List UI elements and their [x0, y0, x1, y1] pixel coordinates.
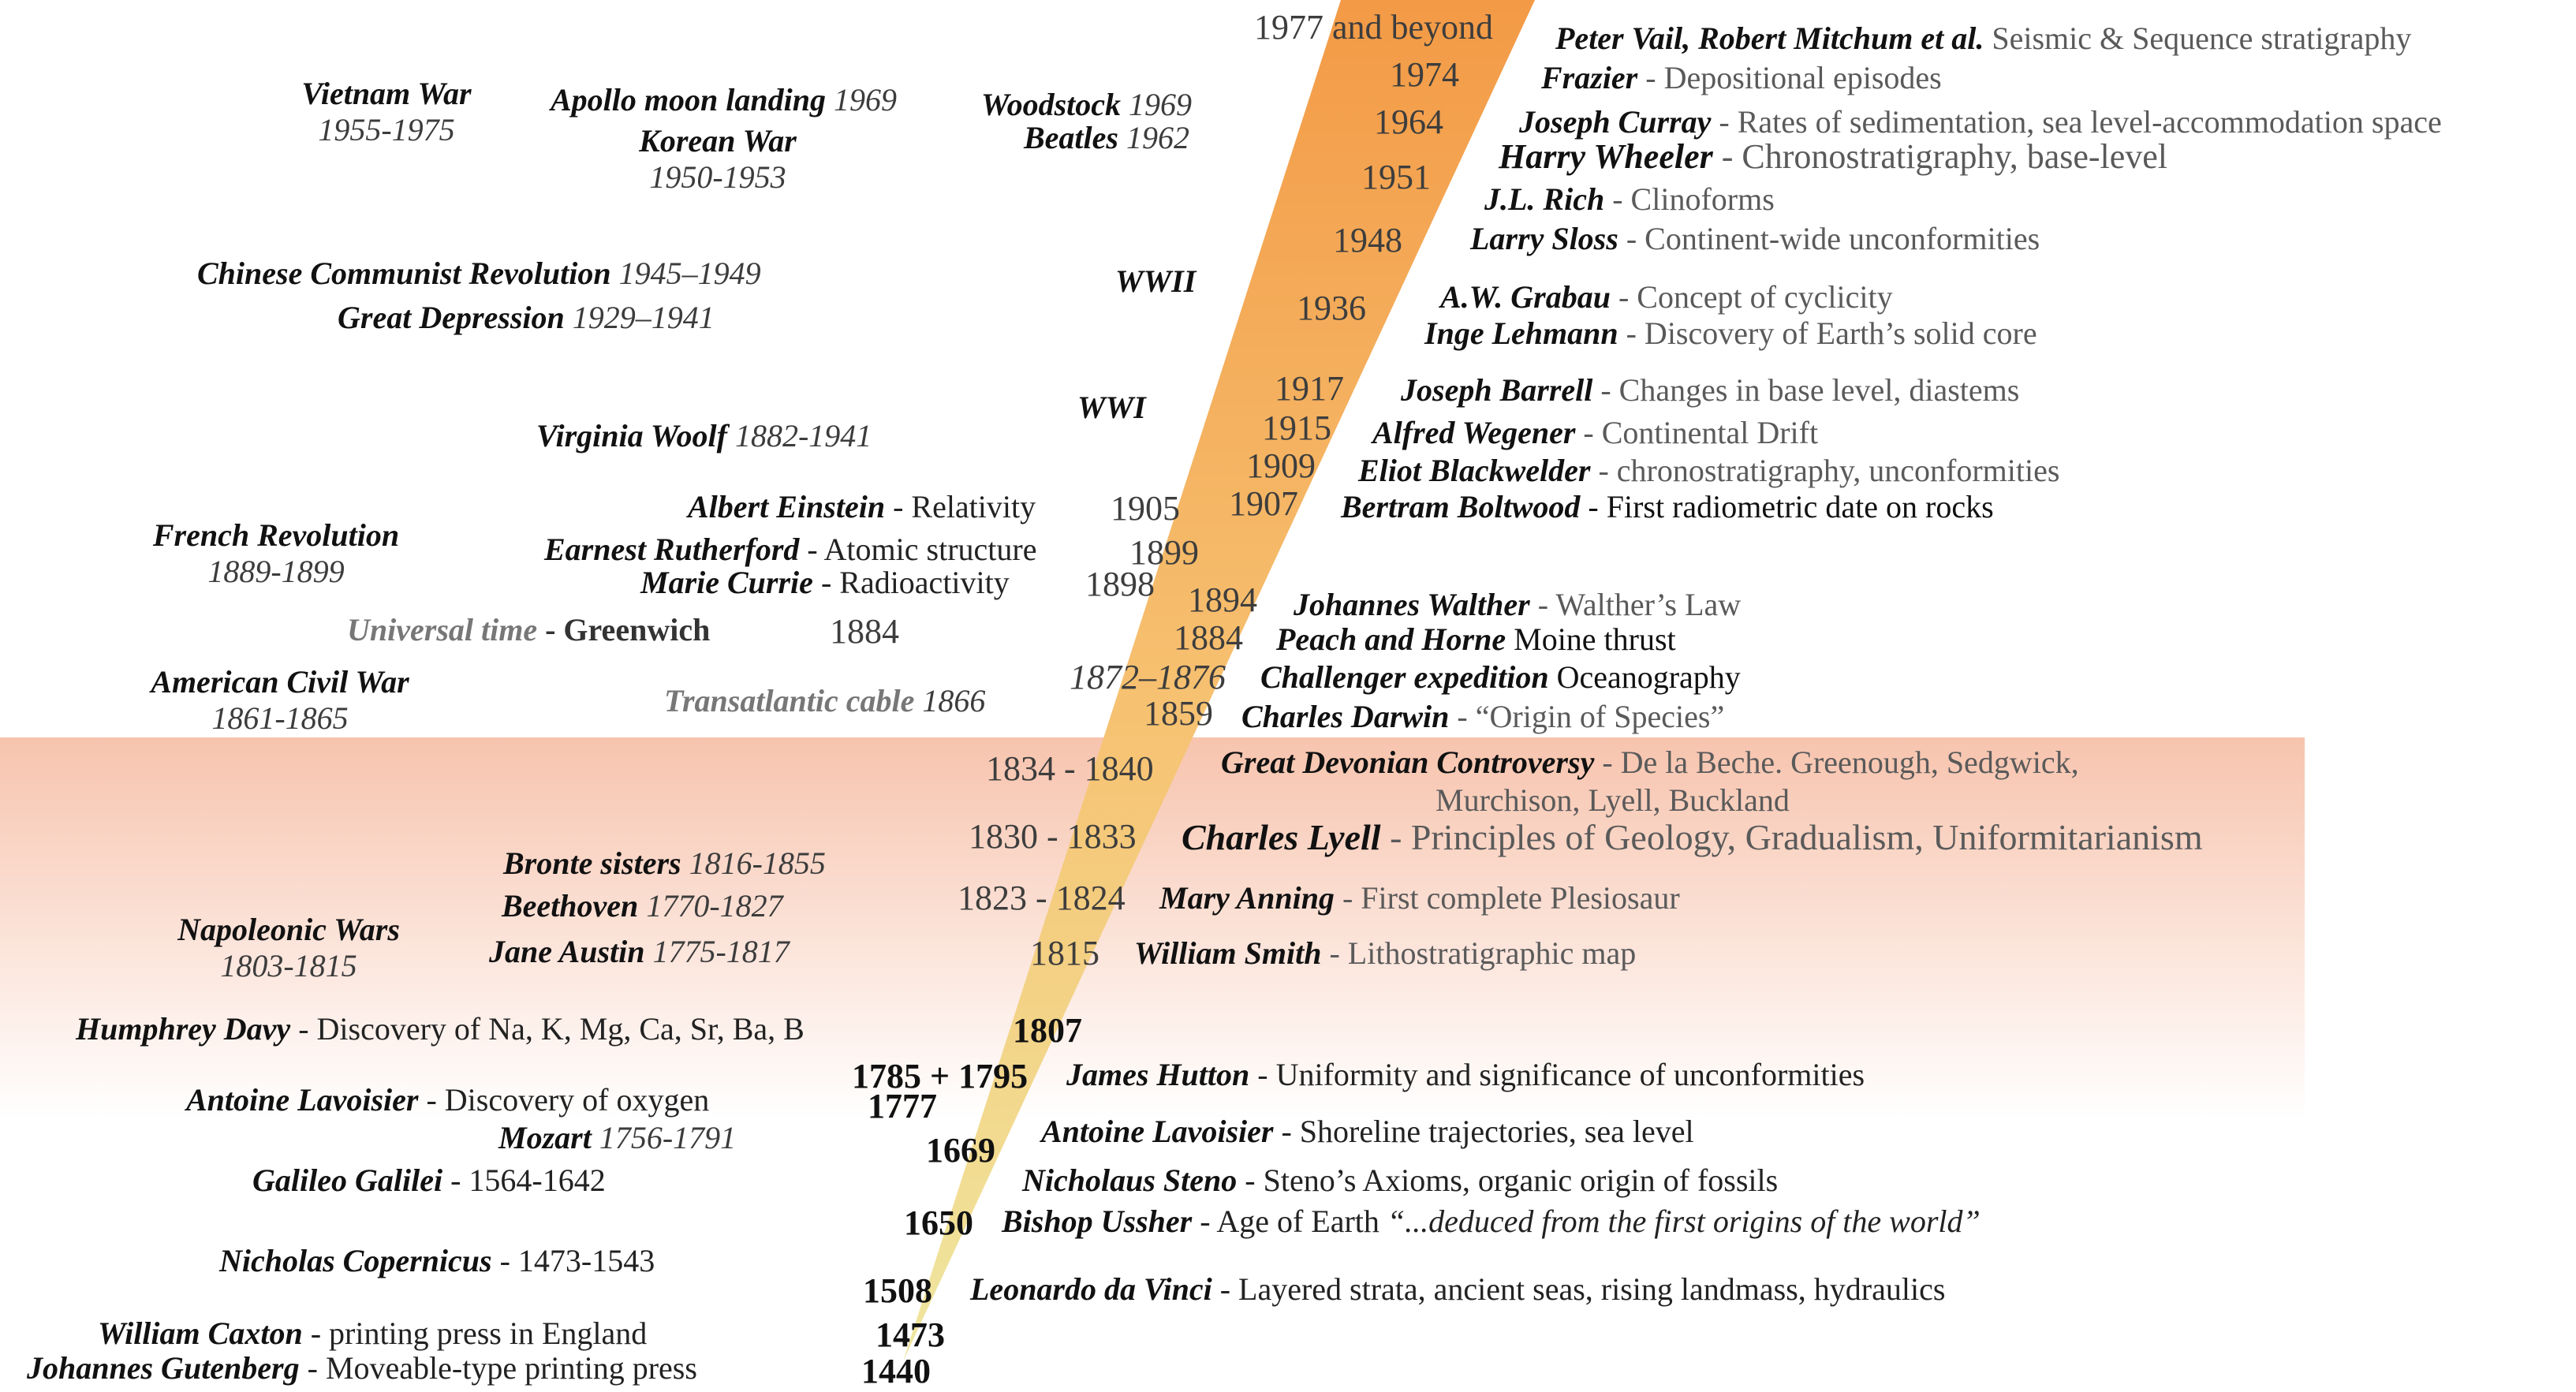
year-label: 1872–1876	[1070, 658, 1226, 696]
history-event-wwi: WWI	[1077, 390, 1146, 425]
year-label: 1508	[863, 1271, 932, 1310]
contributor-name: A.W. Grabau	[1440, 279, 1611, 315]
geology-entry	[1002, 1204, 1981, 1240]
contributor-name: Mary Anning	[1159, 880, 1335, 916]
contribution-text: - Discovery of Earth’s solid core	[1618, 315, 2037, 351]
year-label: 1834 - 1840	[986, 749, 1154, 788]
event-name: Beethoven	[502, 888, 639, 924]
contribution-text: - chronostratigraphy, unconformities	[1590, 453, 2060, 488]
event-name: Napoleonic Wars	[177, 912, 400, 947]
event-years: 1955-1975	[318, 112, 455, 147]
history-event-apollo	[551, 82, 897, 118]
geology-entry	[1134, 935, 1636, 972]
contributor-name: Larry Sloss	[1470, 221, 1618, 256]
event-year: 1866	[914, 683, 986, 718]
year-label: 1951	[1361, 158, 1431, 196]
contributor-name: Peter Vail, Robert Mitchum et al.	[1555, 21, 1984, 56]
event-name: Korean War	[639, 123, 797, 159]
year-label: 1948	[1333, 221, 1402, 259]
event-name: Mozart	[498, 1120, 592, 1155]
contributor-name: Antoine Lavoisier	[1041, 1114, 1274, 1149]
geology-entry	[1260, 659, 1741, 696]
geology-entry	[1276, 621, 1676, 658]
contributor-name: Eliot Blackwelder	[1358, 453, 1591, 488]
event-name: Beatles	[1024, 120, 1118, 155]
contribution-text: - Chronostratigraphy, base-level	[1712, 137, 2168, 176]
history-event-universal-time	[347, 612, 710, 648]
event-years: 1861-1865	[211, 700, 349, 736]
contribution-text: - Continental Drift	[1575, 415, 1819, 450]
geology-entry	[1401, 372, 2019, 409]
contribution-text: - Steno’s Axioms, organic origin of fossils	[1237, 1162, 1779, 1198]
history-event-vietnam	[284, 76, 489, 148]
contributor-name: Charles Darwin	[1241, 699, 1450, 734]
event-desc: - Discovery of Na, K, Mg, Ca, Sr, Ba, B	[290, 1011, 805, 1047]
event-name: Bronte sisters	[503, 845, 681, 881]
geology-entry	[1372, 415, 1818, 451]
event-name: Humphrey Davy	[76, 1011, 291, 1047]
event-desc: - printing press in England	[302, 1315, 648, 1351]
event-year: 1882-1941	[726, 418, 872, 453]
event-desc: - Discovery of oxygen	[418, 1082, 710, 1118]
history-event-napoleonic-wars	[147, 912, 431, 984]
year-label: 1899	[1129, 533, 1199, 572]
contribution-text: - Depositional episodes	[1637, 60, 1942, 95]
geology-entry	[1541, 60, 1942, 96]
geology-entry	[970, 1271, 1945, 1308]
history-event-austin	[489, 934, 790, 970]
geology-entry	[1470, 221, 2040, 257]
geology-entry	[1159, 880, 1680, 916]
history-event-galileo	[252, 1162, 606, 1199]
history-event-lavoisier	[186, 1082, 709, 1118]
contributor-name: J.L. Rich	[1484, 181, 1605, 217]
geology-entry	[1555, 21, 2411, 57]
event-years: 1889-1899	[207, 554, 345, 589]
year-label: 1905	[1111, 489, 1180, 528]
contributor-name: Great Devonian Controversy	[1221, 745, 1595, 780]
contribution-text: Seismic & Sequence stratigraphy	[1984, 21, 2412, 56]
event-name: William Caxton	[98, 1315, 303, 1351]
history-event-depression	[338, 300, 715, 336]
event-year: 1945–1949	[610, 256, 761, 291]
geology-entry	[1066, 1057, 1865, 1093]
event-name: Nicholas Copernicus	[219, 1243, 492, 1278]
year-label: 1909	[1246, 446, 1316, 485]
event-year: 1756-1791	[591, 1120, 737, 1155]
contributor-name: Johannes Walther	[1294, 587, 1530, 622]
history-event-mozart	[498, 1120, 736, 1156]
history-event-woolf	[536, 418, 872, 454]
history-event-davy	[76, 1011, 805, 1047]
contribution-text: - Changes in base level, diastems	[1592, 372, 2020, 408]
history-event-wwii: WWII	[1115, 263, 1197, 299]
geology-entry	[1241, 699, 1724, 735]
contributor-name: Joseph Curray	[1519, 104, 1712, 140]
contributor-name: Bertram Boltwood	[1341, 489, 1581, 524]
history-event-beatles	[1024, 120, 1189, 156]
contributor-name: Alfred Wegener	[1372, 415, 1576, 450]
geology-entry	[1041, 1114, 1694, 1150]
contribution-text: - Lithostratigraphic map	[1321, 935, 1637, 971]
event-year: 1969	[1121, 87, 1193, 122]
geology-entry	[1519, 104, 2442, 140]
contribution-text: - Principles of Geology, Gradualism, Uniformitarianism	[1380, 817, 2203, 857]
year-label: 1440	[861, 1352, 931, 1390]
history-event-gutenberg	[27, 1350, 697, 1386]
ussher-quote: “...deduced from the first origins of the world”	[1387, 1204, 1981, 1239]
contribution-text: - Concept of cyclicity	[1610, 279, 1893, 315]
year-label: 1884	[1174, 618, 1243, 657]
contributor-name: Bishop Ussher	[1002, 1204, 1193, 1239]
contributor-name: Inge Lehmann	[1424, 315, 1618, 351]
contribution-text: - First radiometric date on rocks	[1580, 489, 1994, 524]
contribution-text: - First complete Plesiosaur	[1334, 880, 1680, 916]
event-desc: - Radioactivity	[812, 565, 1010, 600]
event-name: Chinese Communist Revolution	[197, 256, 611, 291]
year-label: 1894	[1188, 580, 1257, 619]
history-event-rutherford	[544, 532, 1036, 568]
event-year: 1816-1855	[681, 845, 826, 881]
year-label: 1898	[1085, 565, 1155, 603]
contributor-name: Leonardo da Vinci	[970, 1271, 1212, 1307]
event-name: Great Depression	[338, 300, 565, 335]
contributor-name: Joseph Barrell	[1401, 372, 1593, 408]
contribution-text: - De la Beche. Greenough, Sedgwick,	[1594, 745, 2079, 780]
geology-entry	[1182, 817, 2203, 859]
history-event-einstein	[688, 489, 1036, 525]
year-label: 1884	[830, 612, 899, 651]
year-label: 1936	[1297, 289, 1366, 327]
event-year: 1969	[825, 82, 897, 118]
event-name: Virginia Woolf	[536, 418, 727, 453]
year-label: 1669	[926, 1131, 995, 1170]
year-label: 1807	[1013, 1011, 1082, 1050]
contribution-text: - Layered strata, ancient seas, rising landmass, hydraulics	[1211, 1271, 1946, 1307]
contribution-text: - Uniformity and significance of unconformities	[1249, 1057, 1865, 1092]
year-label: 1859	[1144, 694, 1213, 733]
event-name: Apollo moon landing	[551, 82, 826, 118]
geology-entry	[1022, 1162, 1778, 1199]
event-name: American Civil War	[151, 664, 409, 700]
event-name: Marie Currie	[640, 565, 813, 600]
year-label: 1907	[1229, 484, 1298, 523]
event-name: Jane Austin	[489, 934, 645, 969]
event-name: Transatlantic cable	[664, 683, 915, 718]
history-event-chinese-revolution	[197, 256, 761, 292]
history-event-curie	[640, 565, 1010, 601]
event-year: 1770-1827	[638, 888, 783, 924]
year-label: 1974	[1390, 55, 1459, 94]
event-year: 1929–1941	[564, 300, 715, 335]
contribution-text: - “Origin of Species”	[1449, 699, 1725, 734]
geology-entry	[1221, 745, 2079, 781]
contribution-text: - Age of Earth	[1192, 1204, 1387, 1239]
year-label: 1473	[875, 1315, 945, 1354]
event-name: Albert Einstein	[688, 489, 886, 524]
event-year: 1775-1817	[644, 934, 790, 969]
contributor-name: James Hutton	[1066, 1057, 1250, 1092]
event-desc: - Relativity	[885, 489, 1036, 524]
year-label: 1917	[1275, 369, 1344, 408]
geology-entry	[1424, 315, 2037, 352]
year-label: 1830 - 1833	[969, 817, 1137, 856]
contribution-text: - Rates of sedimentation, sea level-accommodation space	[1711, 104, 2442, 140]
history-event-korea	[607, 123, 828, 196]
event-name: Galileo Galilei	[252, 1162, 443, 1198]
year-label: 1815	[1030, 934, 1099, 972]
contributor-name: Peach and Horne	[1276, 621, 1506, 657]
event-year: 1962	[1118, 120, 1189, 155]
contribution-text: - Walther’s Law	[1529, 587, 1742, 622]
history-event-beethoven	[502, 888, 783, 924]
history-event-cable	[664, 683, 985, 719]
geology-entry-continuation: Murchison, Lyell, Buckland	[1435, 782, 1790, 818]
history-event-french-revolution	[126, 517, 426, 590]
history-event-civil-war	[118, 664, 442, 737]
history-event-caxton	[98, 1315, 647, 1352]
geology-entry	[1294, 587, 1741, 623]
history-event-bronte	[503, 845, 826, 882]
year-label: 1915	[1262, 409, 1331, 447]
event-desc: - Greenwich	[537, 612, 711, 647]
contributor-name: Harry Wheeler	[1499, 137, 1713, 176]
year-label: 1785 + 1795	[852, 1057, 1029, 1095]
year-label: 1650	[904, 1204, 973, 1242]
event-years: 1950-1953	[649, 159, 786, 195]
contribution-text: Oceanography	[1548, 659, 1741, 695]
contributor-name: Charles Lyell	[1182, 817, 1381, 857]
year-label: 1977 and beyond	[1254, 8, 1494, 47]
event-desc: - Moveable-type printing press	[299, 1350, 697, 1386]
contributor-name: Challenger expedition	[1260, 659, 1549, 695]
year-label: 1823 - 1824	[958, 879, 1126, 917]
contribution-text: - Continent-wide unconformities	[1618, 221, 2040, 256]
geology-entry	[1499, 137, 2167, 177]
contributor-name: William Smith	[1134, 935, 1322, 971]
geology-entry	[1484, 181, 1775, 218]
event-years: 1803-1815	[220, 948, 357, 983]
history-event-copernicus	[219, 1243, 655, 1279]
event-name: French Revolution	[152, 517, 400, 553]
contributor-name: Nicholaus Steno	[1022, 1162, 1238, 1198]
event-name: Earnest Rutherford	[544, 532, 800, 567]
event-name: Antoine Lavoisier	[186, 1082, 419, 1118]
contribution-text: - Clinoforms	[1604, 181, 1775, 217]
geology-entry	[1341, 489, 1994, 525]
contribution-text: Moine thrust	[1506, 621, 1676, 657]
event-name: Vietnam War	[301, 76, 472, 111]
event-desc: - 1564-1642	[442, 1162, 606, 1198]
contributor-name: Frazier	[1541, 60, 1638, 95]
year-label: 1964	[1374, 103, 1443, 141]
event-name: Woodstock	[981, 87, 1122, 122]
geology-entry	[1440, 279, 1893, 315]
history-event-woodstock	[981, 87, 1192, 123]
event-name: Johannes Gutenberg	[27, 1350, 300, 1386]
geology-entry	[1358, 453, 2059, 489]
event-name: Universal time	[347, 612, 538, 647]
contribution-text: - Shoreline trajectories, sea level	[1273, 1114, 1694, 1149]
event-desc: - Atomic structure	[799, 532, 1037, 567]
year-label: 1777	[868, 1087, 937, 1125]
event-desc: - 1473-1543	[491, 1243, 655, 1278]
